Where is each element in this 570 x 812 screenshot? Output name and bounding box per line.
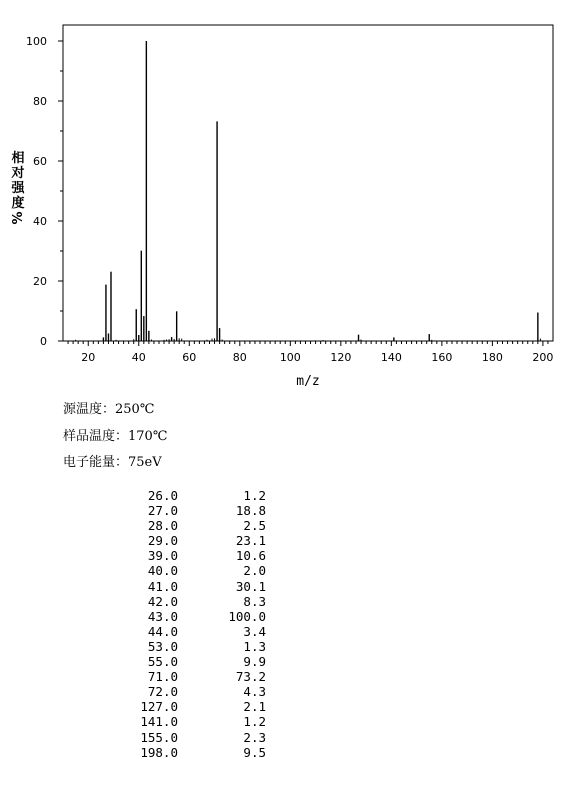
mz-value: 27.0	[147, 503, 178, 519]
abundance-value: 9.5	[243, 744, 266, 760]
mass-spectrum-chart	[0, 0, 570, 390]
mz-value: 40.0	[147, 563, 178, 579]
x-tick-label: 20	[81, 351, 96, 364]
plot-frame	[63, 25, 553, 341]
abundance-value: 10.6	[235, 548, 266, 564]
mz-value: 44.0	[147, 623, 178, 639]
abundance-value: 30.1	[235, 578, 266, 594]
abundance-value: 4.3	[243, 684, 266, 700]
table-row	[120, 684, 266, 699]
table-row	[120, 624, 266, 639]
table-row	[120, 594, 266, 609]
mz-value: 72.0	[147, 684, 178, 700]
abundance-value: 1.3	[243, 638, 266, 654]
peak-table	[120, 488, 266, 760]
x-tick-label: 120	[330, 351, 352, 364]
abundance-value: 2.1	[243, 699, 266, 715]
table-row	[120, 563, 266, 578]
y-axis-ticks	[26, 35, 63, 348]
abundance-value: 23.1	[235, 533, 266, 549]
y-tick-label: 100	[26, 35, 47, 48]
sample-temperature: 样品温度：170℃	[63, 429, 168, 444]
table-row	[120, 609, 266, 624]
table-row	[120, 699, 266, 714]
y-tick-label: 40	[33, 215, 47, 228]
table-row	[120, 669, 266, 684]
mz-value: 155.0	[140, 729, 178, 745]
y-tick-label: 80	[33, 95, 47, 108]
mz-value: 28.0	[147, 518, 178, 534]
mz-value: 71.0	[147, 669, 178, 685]
table-row	[120, 745, 266, 760]
y-label-char: 对	[11, 166, 25, 181]
table-row	[120, 548, 266, 563]
abundance-value: 8.3	[243, 593, 266, 609]
x-tick-label: 160	[431, 351, 453, 364]
abundance-value: 2.3	[243, 729, 266, 745]
mz-value: 42.0	[147, 593, 178, 609]
abundance-value: 1.2	[243, 714, 266, 730]
x-tick-label: 40	[131, 351, 146, 364]
table-row	[120, 730, 266, 745]
y-tick-label: 0	[40, 335, 47, 348]
abundance-value: 100.0	[228, 608, 266, 624]
mz-value: 41.0	[147, 578, 178, 594]
table-row	[120, 639, 266, 654]
y-tick-label: 20	[33, 275, 47, 288]
abundance-value: 3.4	[243, 623, 266, 639]
table-row	[120, 654, 266, 669]
table-row	[120, 488, 266, 503]
y-axis-label	[10, 150, 26, 225]
y-label-char: %	[11, 211, 26, 225]
mz-value: 127.0	[140, 699, 178, 715]
mz-value: 141.0	[140, 714, 178, 730]
x-axis-ticks	[68, 341, 553, 364]
abundance-value: 18.8	[235, 503, 266, 519]
abundance-value: 2.5	[243, 518, 266, 534]
peak-bars	[103, 41, 537, 341]
mz-value: 26.0	[147, 488, 178, 503]
x-tick-label: 100	[279, 351, 301, 364]
abundance-value: 2.0	[243, 563, 266, 579]
y-label-char: 度	[11, 196, 25, 211]
mz-value: 39.0	[147, 548, 178, 564]
mz-value: 53.0	[147, 638, 178, 654]
x-tick-label: 80	[232, 351, 247, 364]
abundance-value: 1.2	[243, 488, 266, 503]
x-tick-label: 140	[380, 351, 402, 364]
table-row	[120, 518, 266, 533]
mz-value: 43.0	[147, 608, 178, 624]
x-tick-label: 60	[182, 351, 197, 364]
x-tick-label: 200	[532, 351, 554, 364]
y-tick-label: 60	[33, 155, 47, 168]
table-row	[120, 533, 266, 548]
table-row	[120, 714, 266, 729]
y-label-char: 相	[11, 151, 25, 166]
table-row	[120, 579, 266, 594]
electron-energy: 电子能量：75eV	[63, 455, 162, 470]
x-axis-label: m/z	[296, 374, 320, 389]
mz-value: 198.0	[140, 744, 178, 760]
y-label-char: 强	[11, 181, 25, 196]
abundance-value: 73.2	[235, 669, 266, 685]
source-temperature: 源温度：250℃	[63, 402, 155, 417]
mz-value: 29.0	[147, 533, 178, 549]
mz-value: 55.0	[147, 654, 178, 670]
abundance-value: 9.9	[243, 654, 266, 670]
x-tick-label: 180	[481, 351, 503, 364]
table-row	[120, 503, 266, 518]
